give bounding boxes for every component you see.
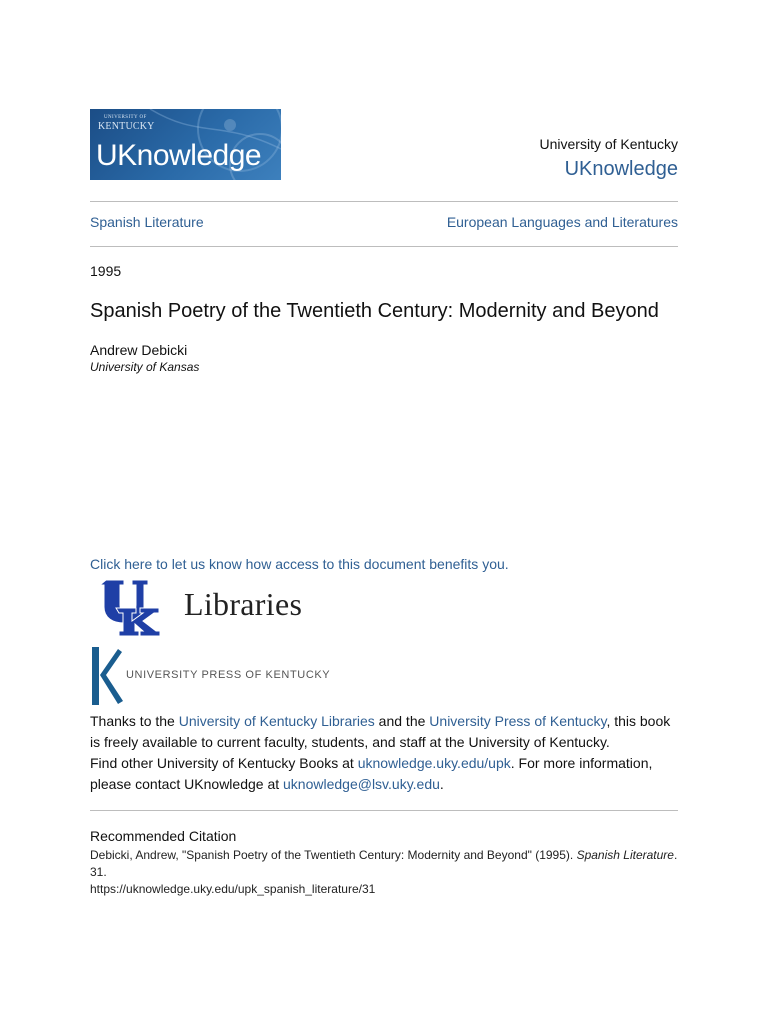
collection-link[interactable]: Spanish Literature <box>90 214 204 230</box>
uk-monogram-icon <box>90 578 180 636</box>
author-affiliation: University of Kansas <box>90 360 200 374</box>
uk-libraries-link[interactable]: University of Kentucky Libraries <box>178 713 375 729</box>
citation-heading: Recommended Citation <box>90 828 237 844</box>
department-link[interactable]: European Languages and Literatures <box>446 214 678 230</box>
document-title: Spanish Poetry of the Twentieth Century: Modernity and Beyond <box>90 300 659 322</box>
citation-series: Spanish Literature <box>576 848 674 862</box>
libraries-wordmark: Libraries <box>184 586 303 622</box>
citation-url[interactable]: https://uknowledge.uky.edu/upk_spanish_literature/31 <box>90 882 376 896</box>
press-k-icon <box>90 645 124 707</box>
divider <box>90 810 678 811</box>
contact-email-link[interactable]: uknowledge@lsv.uky.edu <box>283 776 440 792</box>
benefit-feedback-link[interactable]: Click here to let us know how access to this document benefits you. <box>90 556 509 572</box>
publication-year: 1995 <box>90 263 122 279</box>
divider <box>90 201 678 202</box>
logo-main-text: UKnowledge <box>96 139 262 172</box>
repository-link[interactable]: UKnowledge <box>564 158 678 180</box>
uk-press-link[interactable]: University Press of Kentucky <box>429 713 607 729</box>
citation-text: Debicki, Andrew, "Spanish Poetry of the Twentieth Century: Modernity and Beyond" (1995). Spanish Literature. 31. https://uknowledge.uky.edu/upk_spanish_literature/31 <box>90 848 678 896</box>
university-press-logo[interactable] <box>90 645 330 707</box>
author-name: Andrew Debicki <box>90 342 188 358</box>
logo-kentucky-text: UNIVERSITY OF KENTUCKY <box>98 115 155 132</box>
divider <box>90 246 678 247</box>
press-wordmark: UNIVERSITY PRESS OF KENTUCKY <box>126 669 331 681</box>
thanks-paragraph: Thanks to the University of Kentucky Libraries and the University Press of Kentucky, this book is freely available to current faculty, students, and staff at the University of Kentucky. <box>90 713 671 750</box>
institution-name: University of Kentucky <box>539 136 678 152</box>
uk-libraries-logo[interactable] <box>90 578 326 636</box>
upk-books-link[interactable]: uknowledge.uky.edu/upk <box>357 755 511 771</box>
uknowledge-logo[interactable] <box>90 109 281 180</box>
contact-paragraph: Find other University of Kentucky Books at uknowledge.uky.edu/upk. For more information, please contact UKnowledge at uknowledge@lsv.uky.edu. <box>90 755 653 792</box>
